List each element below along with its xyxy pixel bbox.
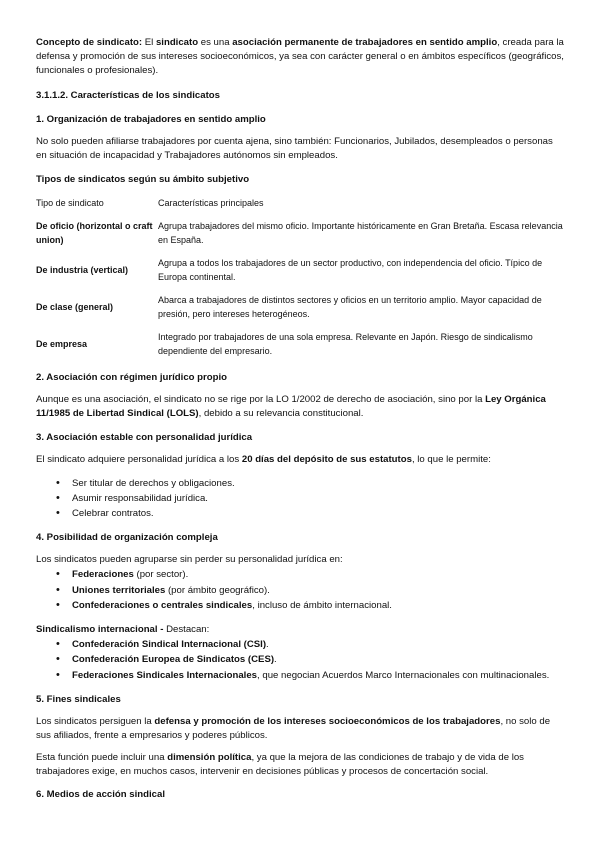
concept-label: Concepto de sindicato: xyxy=(36,37,143,48)
heading-organizacion-compleja: 4. Posibilidad de organización compleja xyxy=(36,532,218,544)
table-cell-desc: Abarca a trabajadores de distintos sectores y oficios en un territorio amplio. Mayor capacidad de presión, pero intereses heterogéneos. xyxy=(158,294,542,319)
heading-organizacion: 1. Organización de trabajadores en sentido amplio xyxy=(36,113,266,125)
paragraph-organizacion: No solo pueden afiliarse trabajadores por cuenta ajena, sino también: Funcionarios, Jubilados, desempleados o personas en situación de incapacidad y Trabajadores autónomos sin empleados. xyxy=(36,135,553,161)
paragraph-fines-1: Los sindicatos persiguen la defensa y promoción de los intereses socioeconómicos de los trabajadores, no solo de sus afiliados, frente a empresarios y poderes públicos. xyxy=(36,715,551,742)
table-cell-type: De clase (general) xyxy=(36,301,114,312)
list-item: • Uniones territoriales (por ámbito geográfico). xyxy=(72,583,564,598)
heading-tipos: Tipos de sindicatos según su ámbito subjetivo xyxy=(36,174,250,186)
list-item: • Ser titular de derechos y obligaciones. xyxy=(72,476,564,491)
table-row xyxy=(36,252,564,289)
table-cell-desc: Integrado por trabajadores de una sola empresa. Relevante en Japón. Riesgo de sindicalismo dependiente del empresario. xyxy=(158,331,533,356)
list-item: • Asumir responsabilidad jurídica. xyxy=(72,491,564,506)
table-header-desc: Características principales xyxy=(158,198,264,209)
list-item: • Federaciones (por sector). xyxy=(72,567,564,582)
list-personalidad xyxy=(36,476,564,522)
heading-personalidad: 3. Asociación estable con personalidad jurídica xyxy=(36,432,253,444)
heading-regimen: 2. Asociación con régimen jurídico propio xyxy=(36,372,228,384)
table-header-row xyxy=(36,193,564,215)
list-item: • Confederación Sindical Internacional (CSI). xyxy=(72,637,564,652)
paragraph-organizacion-compleja: Los sindicatos pueden agruparse sin perder su personalidad jurídica en: xyxy=(36,554,343,566)
paragraph-regimen: Aunque es una asociación, el sindicato no se rige por la LO 1/2002 de derecho de asociación, sino por la Ley Orgánica 11/1985 de Libertad Sindical (LOLS), debido a su relevancia constitucional. xyxy=(36,394,546,420)
heading-medios: 6. Medios de acción sindical xyxy=(36,788,166,800)
paragraph-internacional: Sindicalismo internacional - Destacan: xyxy=(36,624,210,636)
list-item: • Confederación Europea de Sindicatos (CES). xyxy=(72,652,564,667)
heading-fines: 5. Fines sindicales xyxy=(36,693,121,705)
table-cell-type: De empresa xyxy=(36,338,88,349)
table-header-type: Tipo de sindicato xyxy=(36,198,104,209)
paragraph-personalidad: El sindicato adquiere personalidad jurídica a los 20 días del depósito de sus estatutos, lo que le permite: xyxy=(36,454,491,466)
table-row xyxy=(36,289,564,326)
list-item: • Celebrar contratos. xyxy=(72,506,564,521)
concept-paragraph: Concepto de sindicato: El sindicato es una asociación permanente de trabajadores en sentido amplio, creada para la defensa y promoción de sus intereses socioeconómicos, ya sea con carácter general o en ámbitos específicos (geográficos, funcionales o profesionales). xyxy=(36,37,564,77)
table-row xyxy=(36,326,564,363)
list-item: • Federaciones Sindicales Internacionales, que negocian Acuerdos Marco Internacionales con multinacionales. xyxy=(72,668,564,683)
list-item: • Confederaciones o centrales sindicales, incluso de ámbito internacional. xyxy=(72,598,564,613)
types-table xyxy=(36,193,564,363)
list-internacional xyxy=(36,637,564,683)
table-cell-desc: Agrupa a todos los trabajadores de un sector productivo, con independencia del oficio. Típico de Europa continental. xyxy=(158,257,543,282)
table-cell-type: De oficio (horizontal o craft union) xyxy=(36,220,153,245)
list-organizacion xyxy=(36,567,564,613)
table-cell-type: De industria (vertical) xyxy=(36,264,129,275)
paragraph-fines-2: Esta función puede incluir una dimensión política, ya que la mejora de las condiciones de trabajo y de vida de los trabajadores exige, en muchos casos, intervenir en decisiones públicas y procesos de concertación social. xyxy=(36,752,524,778)
table-row xyxy=(36,215,564,252)
section-title: 3.1.1.2. Características de los sindicatos xyxy=(36,89,220,101)
document-page xyxy=(36,36,564,802)
table-cell-desc: Agrupa trabajadores del mismo oficio. Importante históricamente en Gran Bretaña. Escasa relevancia en España. xyxy=(158,220,563,245)
